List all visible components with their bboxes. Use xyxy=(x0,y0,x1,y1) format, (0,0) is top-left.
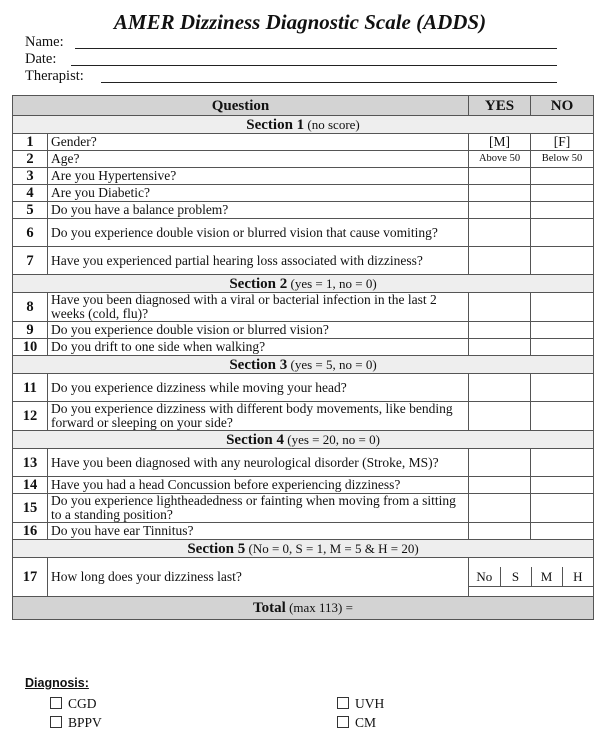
row-number: 1 xyxy=(13,134,48,151)
section-title: Section 5 xyxy=(187,540,246,557)
no-cell[interactable] xyxy=(531,523,594,540)
yes-cell[interactable]: [M] xyxy=(469,134,531,151)
section-1-header xyxy=(13,116,594,134)
row-number: 8 xyxy=(13,293,48,322)
section-5-header xyxy=(13,540,594,558)
row-question: Are you Hypertensive? xyxy=(48,168,469,185)
total-label: Total xyxy=(253,600,286,616)
no-cell[interactable] xyxy=(531,449,594,477)
section-4-header xyxy=(13,431,594,449)
row-number: 9 xyxy=(13,322,48,339)
row-question: Are you Diabetic? xyxy=(48,185,469,202)
adds-table xyxy=(12,95,594,620)
therapist-label: Therapist: xyxy=(25,68,84,84)
row-number: 2 xyxy=(13,151,48,168)
row-question: Do you experience double vision or blurred vision that cause vomiting? xyxy=(48,219,469,247)
table-row xyxy=(13,374,594,402)
no-cell[interactable]: [F] xyxy=(531,134,594,151)
table-row xyxy=(13,202,594,219)
total-row xyxy=(13,597,594,620)
table-row xyxy=(13,185,594,202)
yes-cell[interactable] xyxy=(469,494,531,523)
no-cell[interactable] xyxy=(531,402,594,431)
diagnosis-option-uvh[interactable] xyxy=(337,696,384,712)
row-number: 10 xyxy=(13,339,48,356)
table-row xyxy=(13,151,594,168)
yes-cell[interactable] xyxy=(469,449,531,477)
checkbox-icon[interactable] xyxy=(50,697,62,709)
yes-cell[interactable] xyxy=(469,219,531,247)
option-h-cell[interactable] xyxy=(562,587,593,588)
total-note: (max 113) = xyxy=(289,600,353,615)
no-cell[interactable] xyxy=(531,322,594,339)
yes-cell[interactable] xyxy=(469,293,531,322)
table-row xyxy=(13,402,594,431)
date-label: Date: xyxy=(25,51,57,67)
checkbox-icon[interactable] xyxy=(50,716,62,728)
row-question: Have you experienced partial hearing loss associated with dizziness? xyxy=(48,247,469,275)
yes-header: YES xyxy=(469,96,531,116)
yes-cell[interactable] xyxy=(469,168,531,185)
row-number: 16 xyxy=(13,523,48,540)
yes-cell[interactable] xyxy=(469,374,531,402)
row-number: 14 xyxy=(13,477,48,494)
section-title: Section 1 xyxy=(246,116,305,133)
row-number: 5 xyxy=(13,202,48,219)
table-row xyxy=(13,219,594,247)
table-row xyxy=(13,494,594,523)
option-no: No xyxy=(469,567,500,587)
yes-cell[interactable] xyxy=(469,402,531,431)
no-header: NO xyxy=(531,96,594,116)
row-question: Do you have a balance problem? xyxy=(48,202,469,219)
name-field[interactable] xyxy=(25,34,64,51)
row-question: Have you had a head Concussion before experiencing dizziness? xyxy=(48,477,469,494)
option-label: BPPV xyxy=(68,715,102,730)
row-number: 7 xyxy=(13,247,48,275)
row-number: 12 xyxy=(13,402,48,431)
table-row xyxy=(13,339,594,356)
diagnosis-option-cgd[interactable] xyxy=(50,696,97,712)
row-number: 4 xyxy=(13,185,48,202)
no-cell[interactable] xyxy=(531,168,594,185)
yes-cell[interactable]: Above 50 xyxy=(469,151,531,168)
no-cell[interactable] xyxy=(531,247,594,275)
section-3-header xyxy=(13,356,594,374)
checkbox-icon[interactable] xyxy=(337,716,349,728)
no-cell[interactable] xyxy=(531,202,594,219)
section-title: Section 2 xyxy=(229,275,288,292)
therapist-field[interactable] xyxy=(25,68,84,85)
section-title: Section 4 xyxy=(226,431,285,448)
table-row xyxy=(13,523,594,540)
table-row xyxy=(13,449,594,477)
yes-cell[interactable] xyxy=(469,202,531,219)
date-field[interactable] xyxy=(25,51,56,68)
row-number: 3 xyxy=(13,168,48,185)
row-question: Do you experience dizziness with different body movements, like bending forward or sleeping on your side? xyxy=(48,402,469,431)
option-label: CGD xyxy=(68,696,97,711)
table-row xyxy=(13,322,594,339)
diagnosis-title: Diagnosis: xyxy=(25,676,89,690)
option-m: M xyxy=(531,567,562,587)
option-no-cell[interactable] xyxy=(469,587,500,588)
no-cell[interactable] xyxy=(531,339,594,356)
yes-cell[interactable] xyxy=(469,185,531,202)
table-row xyxy=(13,293,594,322)
no-cell[interactable] xyxy=(531,185,594,202)
therapist-line[interactable] xyxy=(101,82,557,83)
row-question: Do you have ear Tinnitus? xyxy=(48,523,469,540)
table-row xyxy=(13,477,594,494)
table-header xyxy=(13,96,594,116)
option-label: CM xyxy=(355,715,377,730)
no-cell[interactable] xyxy=(531,293,594,322)
option-m-cell[interactable] xyxy=(531,587,562,588)
section-note: (yes = 20, no = 0) xyxy=(287,431,380,447)
table-row xyxy=(13,558,594,597)
row-question: How long does your dizziness last? xyxy=(48,558,469,597)
checkbox-icon[interactable] xyxy=(337,697,349,709)
yes-cell[interactable] xyxy=(469,477,531,494)
row-question: Age? xyxy=(48,151,469,168)
row-number: 11 xyxy=(13,374,48,402)
row-number: 6 xyxy=(13,219,48,247)
duration-options xyxy=(469,558,594,597)
option-label: UVH xyxy=(355,696,385,711)
table-row xyxy=(13,247,594,275)
row-question: Do you experience lightheadedness or fainting when moving from a sitting to a standing position? xyxy=(48,494,469,523)
row-question: Do you experience double vision or blurred vision? xyxy=(48,322,469,339)
question-header: Question xyxy=(13,96,469,116)
duration-grid xyxy=(469,567,593,587)
diagnosis-option-bppv[interactable] xyxy=(50,715,102,731)
no-cell[interactable]: Below 50 xyxy=(531,151,594,168)
yes-cell[interactable] xyxy=(469,322,531,339)
name-label: Name: xyxy=(25,34,64,50)
no-cell[interactable] xyxy=(531,374,594,402)
row-question: Have you been diagnosed with a viral or bacterial infection in the last 2 weeks (cold, flu)? xyxy=(48,293,469,322)
yes-cell[interactable] xyxy=(469,523,531,540)
section-note: (no score) xyxy=(307,116,360,132)
no-cell[interactable] xyxy=(531,494,594,523)
form-title: AMER Dizziness Diagnostic Scale (ADDS) xyxy=(113,10,487,34)
name-line[interactable] xyxy=(75,48,557,49)
no-cell[interactable] xyxy=(531,219,594,247)
row-question: Do you experience dizziness while moving your head? xyxy=(48,374,469,402)
no-cell[interactable] xyxy=(531,477,594,494)
row-question: Have you been diagnosed with any neurological disorder (Stroke, MS)? xyxy=(48,449,469,477)
section-note: (yes = 5, no = 0) xyxy=(290,356,377,372)
table-row xyxy=(13,168,594,185)
section-title: Section 3 xyxy=(229,356,288,373)
yes-cell[interactable] xyxy=(469,339,531,356)
table-row xyxy=(13,134,594,151)
option-s-cell[interactable] xyxy=(500,587,531,588)
row-number: 15 xyxy=(13,494,48,523)
section-note: (yes = 1, no = 0) xyxy=(290,275,377,291)
yes-cell[interactable] xyxy=(469,247,531,275)
section-2-header xyxy=(13,275,594,293)
option-h: H xyxy=(562,567,593,587)
row-question: Gender? xyxy=(48,134,469,151)
option-s: S xyxy=(500,567,531,587)
date-line[interactable] xyxy=(71,65,557,66)
row-number: 17 xyxy=(13,558,48,597)
row-question: Do you drift to one side when walking? xyxy=(48,339,469,356)
row-number: 13 xyxy=(13,449,48,477)
diagnosis-option-cm[interactable] xyxy=(337,715,376,731)
section-note: (No = 0, S = 1, M = 5 & H = 20) xyxy=(248,540,419,556)
